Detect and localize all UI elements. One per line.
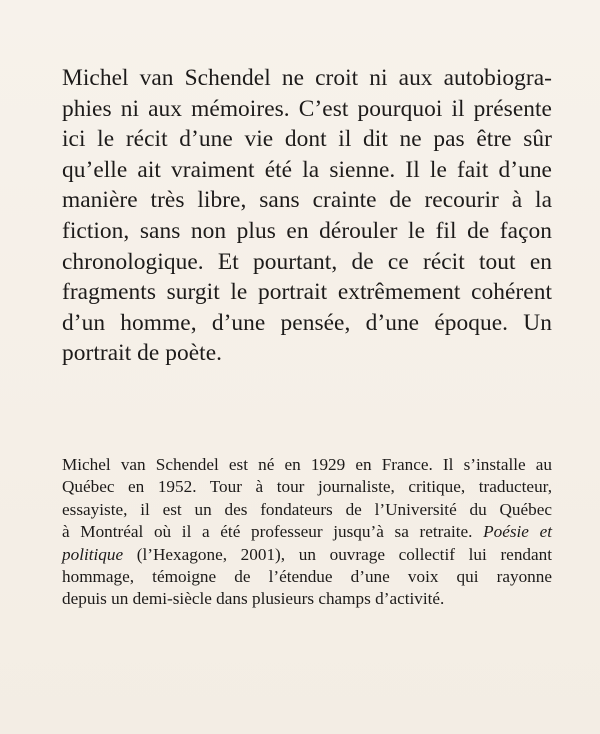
blurb-line: fiction, sans non plus en dérouler le fil de façon bbox=[62, 217, 552, 244]
cover-blurb bbox=[62, 63, 552, 369]
bio-text: (l’Hexagone, 2001), un ouvrage collectif lui rendant bbox=[136, 544, 552, 564]
bio-line: Québec en 1952. Tour à tour journaliste, critique, traducteur, bbox=[62, 477, 552, 497]
bio-line: depuis un demi-siècle dans plusieurs champs d’activité. bbox=[62, 589, 445, 609]
blurb-line: chronologique. Et pourtant, de ce récit tout en bbox=[62, 248, 552, 275]
author-biography bbox=[62, 454, 552, 611]
blurb-line: Michel van Schendel ne croit ni aux autobiogra- bbox=[62, 65, 552, 91]
bio-line bbox=[62, 544, 552, 566]
blurb-line: d’un homme, d’une pensée, d’une époque. Un bbox=[62, 309, 552, 336]
blurb-line: fragments surgit le portrait extrêmement cohérent bbox=[62, 279, 552, 306]
bio-line bbox=[62, 521, 552, 543]
bio-line: essayiste, il est un des fondateurs de l’Université du Québec bbox=[62, 499, 552, 519]
blurb-line: manière très libre, sans crainte de recourir à la bbox=[62, 187, 552, 214]
book-title-part: politique bbox=[62, 544, 124, 564]
blurb-line: ici le récit d’une vie dont il dit ne pas être sûr bbox=[62, 126, 552, 153]
blurb-line: qu’elle ait vraiment été la sienne. Il le fait d’une bbox=[62, 156, 552, 183]
bio-text: à Montréal où il a été professeur jusqu’à sa retraite. bbox=[62, 522, 473, 542]
blurb-line: phies ni aux mémoires. C’est pourquoi il présente bbox=[62, 95, 552, 122]
bio-line: hommage, témoigne de l’étendue d’une voix qui rayonne bbox=[62, 566, 552, 586]
bio-line: Michel van Schendel est né en 1929 en France. Il s’installe au bbox=[62, 455, 552, 474]
blurb-line: portrait de poète. bbox=[62, 340, 223, 367]
book-title-part: Poésie et bbox=[483, 522, 553, 542]
